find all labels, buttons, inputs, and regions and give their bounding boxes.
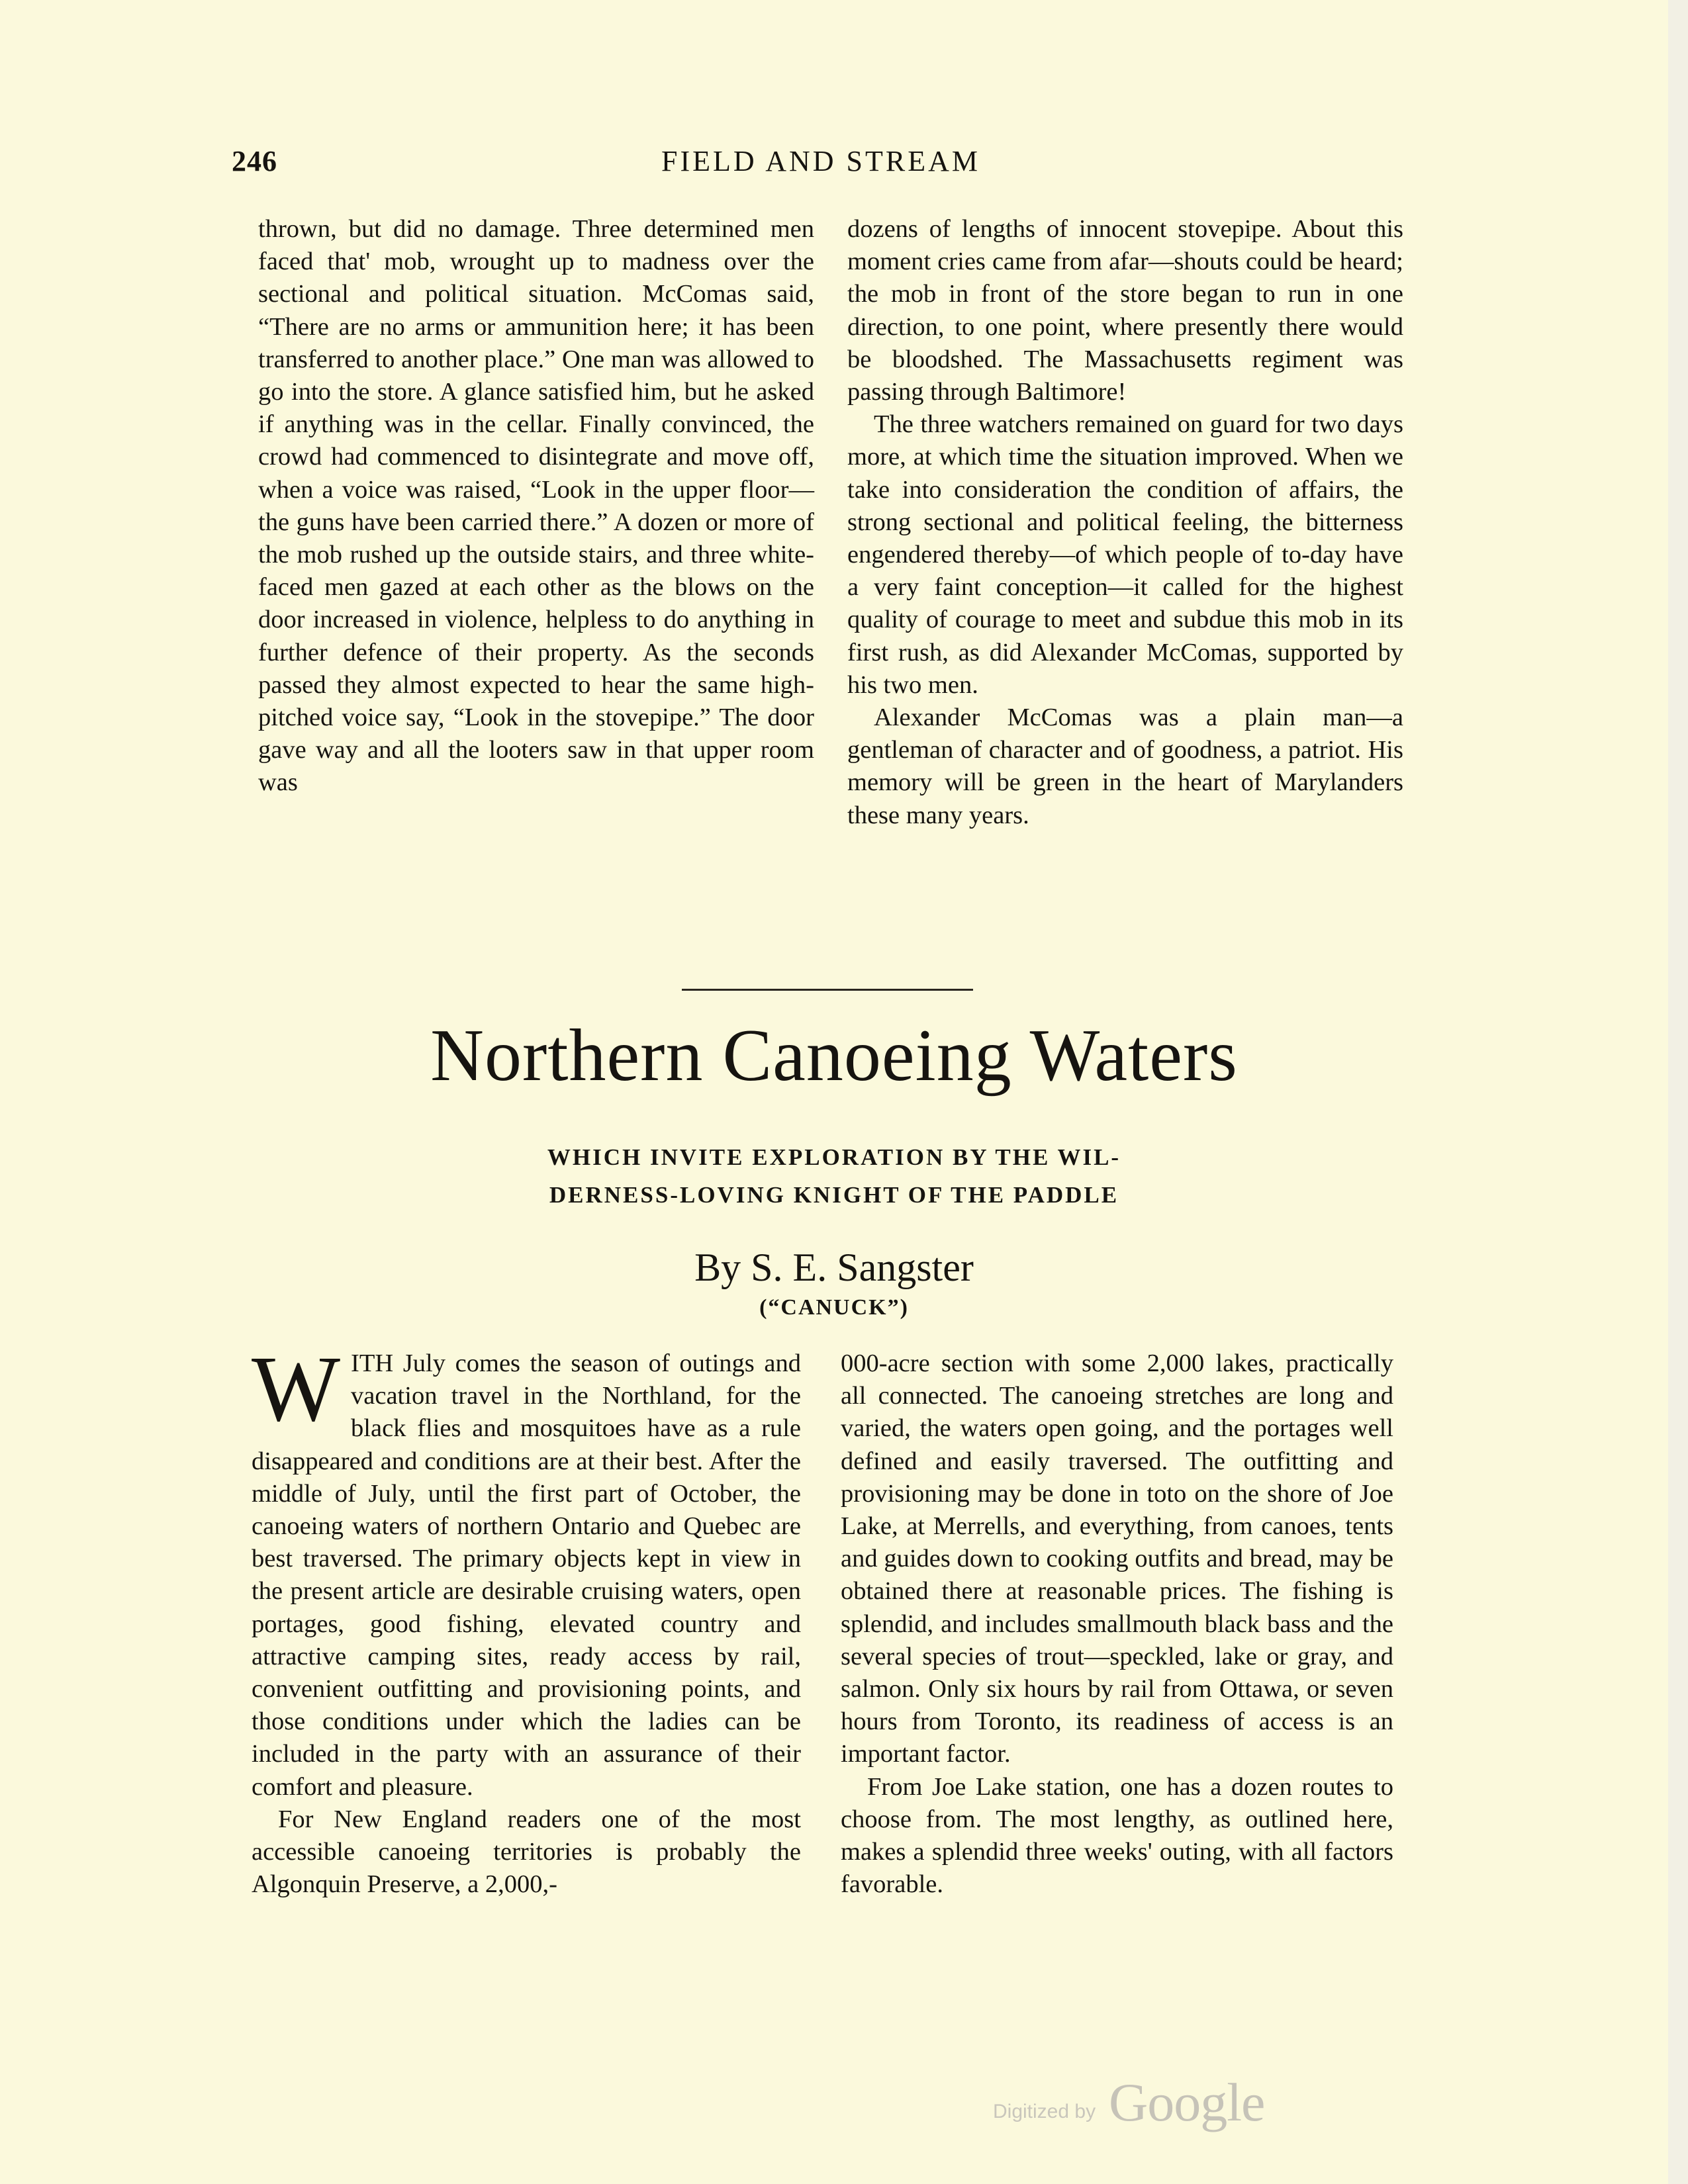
previous-article-right-column: [847, 213, 1403, 832]
article-subtitle: [463, 1138, 1205, 1214]
google-logo: Google: [1109, 2072, 1265, 2132]
page-number: 246: [232, 145, 277, 177]
watermark-prefix: Digitized by: [993, 2101, 1096, 2122]
page-edge: [1668, 0, 1688, 2184]
journal-title: FIELD AND STREAM: [661, 145, 981, 177]
running-head: [232, 144, 1410, 184]
drop-cap: W: [252, 1336, 341, 1441]
author-pseudonym: (“CANUCK”): [759, 1295, 909, 1320]
previous-article-left-column: [258, 213, 814, 799]
digitization-watermark: [993, 2071, 1297, 2131]
opening-paragraph-text: ITH July comes the season of outings and vacation travel in the Northland, for the black flies and mosquitoes have as a rule disappeared and conditions are at their best. After the middle of July, until the first part of October, the canoeing waters of northern Ontario and Quebec are best traversed. The primary objects kept in view in the present article are desirable cruising waters, open portages, good fishing, elevated country and attractive camping sites, ready access by rail, convenient outfitting and provisioning points, and those conditions under which the ladies can be included in the party with an assurance of their comfort and pleasure.: [252, 1349, 801, 1801]
article-paragraph: For New England readers one of the most accessible canoeing territories is probably the Algonquin Preserve, a 2,000,-: [252, 1805, 801, 1899]
previous-article-paragraph: Alexander McComas was a plain man—a gentleman of character and of goodness, a patriot. His memory will be green in the heart of Marylanders these many years.: [847, 704, 1403, 829]
previous-article-paragraph: thrown, but did no damage. Three determined men faced that' mob, wrought up to madness over the sectional and political situation. McComas said, “There are no arms or ammunition here; it has been transferred to another place.” One man was allowed to go into the store. A glance satisfied him, but he asked if anything was in the cellar. Finally convinced, the crowd had commenced to disintegrate and move off, when a voice was raised, “Look in the upper floor—the guns have been carried there.” A dozen or more of the mob rushed up the outside stairs, and three white-faced men gazed at each other as the blows on the door increased in violence, helpless to do anything in further defence of their property. As the seconds passed they almost expected to hear the same high-pitched voice say, “Look in the stovepipe.” The door gave way and all the looters saw in that upper room was: [258, 215, 814, 797]
article-subtitle-line: DERNESS-LOVING KNIGHT OF THE PADDLE: [549, 1182, 1119, 1208]
article-left-column: [252, 1336, 801, 1901]
article-right-column: [841, 1347, 1393, 1901]
article-byline: By S. E. Sangster: [694, 1246, 974, 1289]
article-title: Northern Canoeing Waters: [430, 1015, 1238, 1097]
previous-article-paragraph: The three watchers remained on guard for two days more, at which time the situation improved. When we take into consideration the condition of affairs, the strong sectional and political feeling, the bitterness engendered thereby—of which people of to-day have a very faint conception—it called for the highest quality of courage to meet and subdue this mob in its first rush, as did Alexander McComas, supported by his two men.: [847, 410, 1403, 699]
article-opening-paragraph: [252, 1336, 801, 1803]
previous-article-paragraph: dozens of lengths of innocent stovepipe. About this moment cries came from afar—shouts could be heard; the mob in front of the store began to run in one direction, to one point, where presently there would be bloodshed. The Massachusetts regiment was passing through Baltimore!: [847, 215, 1403, 406]
article-subtitle-line: WHICH INVITE EXPLORATION BY THE WIL-: [547, 1144, 1121, 1170]
article-paragraph: From Joe Lake station, one has a dozen routes to choose from. The most lengthy, as outlined here, makes a splendid three weeks' outing, with all factors favorable.: [841, 1772, 1393, 1899]
section-separator: [682, 989, 973, 991]
article-paragraph: 000-acre section with some 2,000 lakes, practically all connected. The canoeing stretches are long and varied, the waters open going, and the portages well defined and easily traversed. The outfitting and provisioning may be done in toto on the shore of Joe Lake, at Merrells, and everything, from canoes, tents and guides down to cooking outfits and bread, may be obtained there at reasonable prices. The fishing is splendid, and includes smallmouth black bass and the several species of trout—speckled, lake or gray, and salmon. Only six hours by rail from Ottawa, or seven hours from Toronto, its readiness of access is an important factor.: [841, 1349, 1393, 1768]
